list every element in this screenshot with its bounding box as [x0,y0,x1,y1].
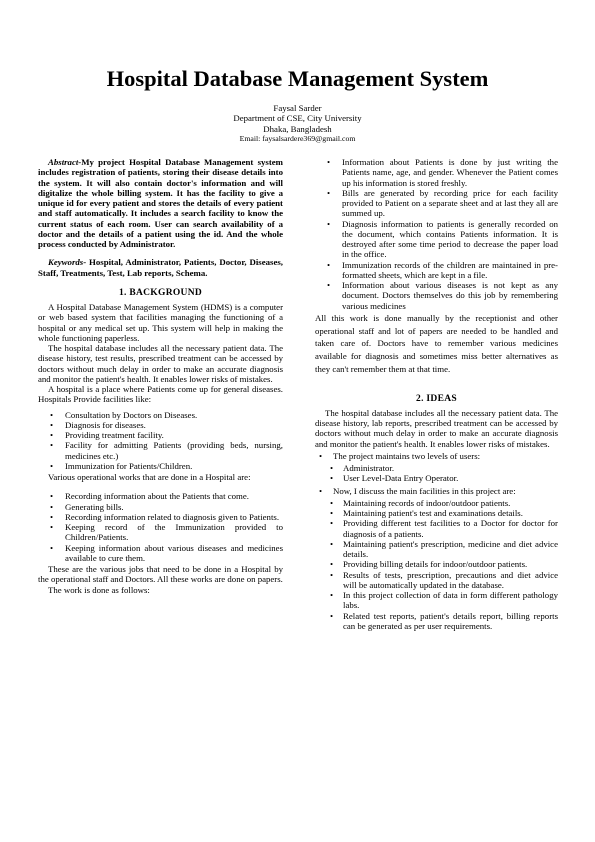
keywords-label: Keywords- [48,257,87,268]
paragraph: Various operational works that are done in a Hospital are: [48,472,251,482]
keywords-text: Hospital, Administrator, Patients, Doctor, Diseases, Staff, Treatments, Test, Lab reports, Schema. [38,257,283,278]
abstract-label: Abstract- [48,157,82,167]
list-item: • Administrator. [315,463,558,473]
list-item: • Results of tests, prescription, precautions and diet advice will be automatically updated in the database. [315,570,558,591]
right-column [315,157,558,633]
list-item-text: Now, I discuss the main facilities in this project are: [333,485,516,496]
author-department: Department of CSE, City University [233,113,362,124]
main-facilities-list [315,498,558,631]
list-item: • Providing different test facilities to a Doctor for doctor for diagnosis of a patients. [315,518,558,539]
author-email: Email: faysalsardere369@gmail.com [239,134,356,144]
list-item: • Maintaining records of indoor/outdoor patients. [315,498,558,508]
list-item-text: The project maintains two levels of users: [333,450,481,461]
abstract [38,157,283,249]
list-item: • Information about various diseases is not kept as any document. Doctors themselves do this job by remembering various medicines [315,280,558,311]
list-item: • Information about Patients is done by just writing the Patients name, age, and gender. Whenever the Patient comes up his information is stored freshly. [315,157,558,188]
paragraph: All this work is done manually by the receptionist and other operational staff and lot of papers are needed to be handled and taken care of. Doctors have to remember various medicines available for diagnosis and sometimes miss better alternatives as they can't remember them at that time. [315,312,558,374]
paragraph: The hospital database includes all the necessary patient data. The disease history, test results, prescribed treatment can be accessed by doctors without much delay in order to make an accurate diagnosis and monitor the patient's health. It enables lower risks of mistakes. [38,343,283,384]
section-heading-ideas: 2. IDEAS [416,393,457,404]
list-item: • Consultation by Doctors on Diseases. [38,410,283,420]
paragraph: A Hospital Database Management System (HDMS) is a computer or web based system that facilities managing the functioning of a hospital or any medical set up. This system will help in making the whole functioning paperless. [38,302,283,343]
list-item: • Facility for admitting Patients (providing beds, nursing, medicines etc.) [38,440,283,461]
keywords [38,257,283,278]
author-name: Faysal Sarder [273,103,322,113]
operational-works-list [38,491,283,563]
list-item: • Related test reports, patient's details report, billing reports can be generated as per user requirements. [315,611,558,632]
left-column [38,157,283,595]
list-item [315,451,558,484]
list-item: • Diagnosis information to patients is generally recorded on the document, which contains Patients information. It is destroyed after some time period to decrease the paper load in the office. [315,219,558,260]
list-item: • Maintaining patient's test and examinations details. [315,508,558,518]
paragraph: The hospital database includes all the necessary patient data. The disease history, lab reports, prescribed treatment can be accessed by doctors without much delay in order to make an accurate diagnosis and monitor the patient's health. It enables lower risks of mistakes. [315,407,558,449]
list-item [315,486,558,632]
list-item: • User Level-Data Entry Operator. [315,473,558,483]
paper-title: Hospital Database Management System [106,66,489,91]
abstract-text: My project Hospital Database Management system includes registration of patients, storing their disease details into the system. It will also contain doctor's information and will digitalize the whole billing system. It has the facility to give a unique id for every patient and stores the details of every patient and staff automatically. It includes a search facility to know the current status of each room. User can search availability of a doctor and the details of a patient using the id. And the whole process conducted by Administrator. [38,157,283,249]
list-item: • Generating bills. [38,502,283,512]
work-process-list [315,157,558,311]
list-item: • Bills are generated by recording price for each facility provided to Patient on a separate sheet and at last they all are summed up. [315,188,558,219]
list-item: • Immunization for Patients/Children. [38,461,283,471]
author-location: Dhaka, Bangladesh [263,123,332,134]
list-item: • In this project collection of data in form different pathology labs. [315,590,558,611]
list-item: • Keeping information about various diseases and medicines available to cure them. [38,543,283,564]
list-item: • Recording information related to diagnosis given to Patients. [38,512,283,522]
user-levels-list [315,463,558,484]
paragraph: These are the various jobs that need to be done in a Hospital by the operational staff and Doctors. All these works are done on papers. [38,564,283,585]
list-item: • Maintaining patient's prescription, medicine and diet advice details. [315,539,558,560]
paragraph: A hospital is a place where Patients come up for general diseases. Hospitals Provide facilities like: [38,384,283,405]
list-item: • Providing treatment facility. [38,430,283,440]
section-heading-background: 1. BACKGROUND [118,287,203,298]
list-item: • Keeping record of the Immunization provided to Children/Patients. [38,522,283,543]
list-item: • Immunization records of the children are maintained in pre-formatted sheets, which are kept in a file. [315,260,558,281]
list-item: • Providing billing details for indoor/outdoor patients. [315,559,558,569]
author-block [100,103,495,145]
ideas-list [315,451,558,631]
facilities-list [38,410,283,472]
paragraph: The work is done as follows: [48,584,150,595]
list-item: • Recording information about the Patients that come. [38,491,283,501]
list-item: • Diagnosis for diseases. [38,420,283,430]
